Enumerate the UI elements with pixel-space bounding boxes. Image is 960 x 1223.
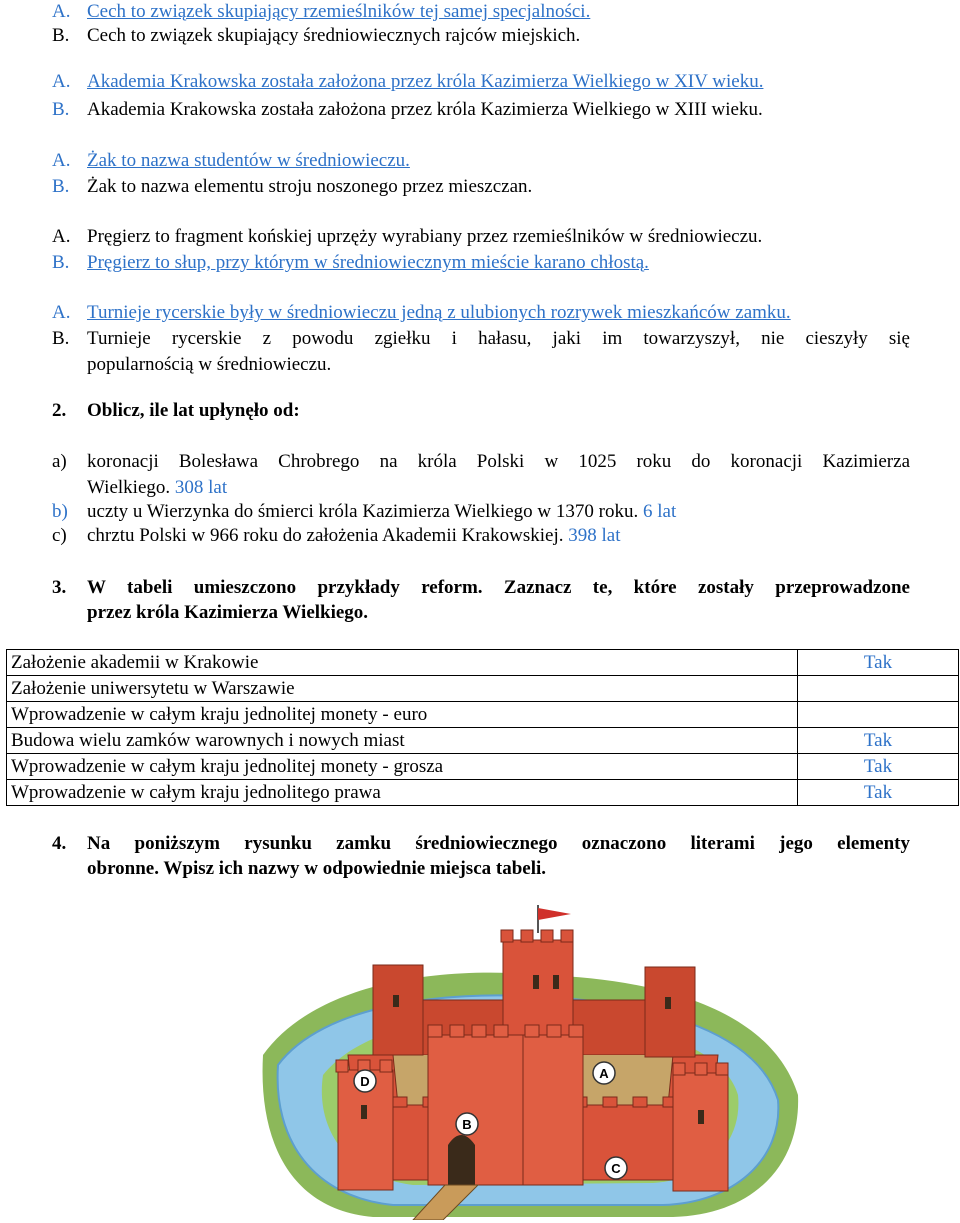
item-text: uczty u Wierzynka do śmierci króla Kazimierza Wielkiego w 1370 roku.	[87, 501, 639, 522]
reform-cell: Założenie akademii w Krakowie	[7, 650, 798, 676]
option-letter: B.	[52, 99, 70, 120]
option-b-selected: Pręgierz to słup, przy którym w średniowiecznym mieście karano chłostą.	[87, 252, 649, 273]
castle-label-b: B	[462, 1117, 472, 1132]
reform-cell: Wprowadzenie w całym kraju jednolitej monety - grosza	[7, 754, 798, 780]
answer-cell[interactable]: Tak	[798, 650, 959, 676]
label-b-marker	[456, 1113, 478, 1135]
option-letter: B.	[52, 328, 70, 349]
table-row	[7, 728, 959, 754]
question-number: 2.	[52, 400, 67, 421]
label-d-marker	[354, 1070, 376, 1092]
castle-label-d: D	[360, 1074, 370, 1089]
question-text-continued: przez króla Kazimierza Wielkiego.	[87, 602, 369, 623]
answer-text: 398 lat	[568, 525, 621, 546]
castle-label-c: C	[611, 1161, 621, 1176]
table-row	[7, 650, 959, 676]
option-b: Cech to związek skupiający średniowiecznych rajców miejskich.	[87, 25, 581, 46]
option-a-selected: Żak to nazwa studentów w średniowieczu.	[87, 150, 410, 171]
item-letter: b)	[52, 501, 68, 522]
item-text-continued: Wielkiego.	[87, 477, 171, 498]
option-letter: B.	[52, 176, 70, 197]
reform-cell: Budowa wielu zamków warownych i nowych miast	[7, 728, 798, 754]
reform-cell: Wprowadzenie w całym kraju jednolitej monety - euro	[7, 702, 798, 728]
table-row	[7, 754, 959, 780]
reform-cell: Wprowadzenie w całym kraju jednolitego prawa	[7, 780, 798, 806]
question-title: Oblicz, ile lat upłynęło od:	[87, 400, 300, 421]
question-text: W tabeli umieszczono przykłady reform. Zaznacz te, które zostały przeprowadzone	[87, 577, 910, 598]
option-letter: A.	[52, 1, 71, 22]
castle-label-a: A	[599, 1066, 609, 1081]
label-c-marker	[605, 1157, 627, 1179]
item-letter: c)	[52, 525, 67, 546]
option-letter: A.	[52, 71, 71, 92]
option-a-selected: Turnieje rycerskie były w średniowieczu jedną z ulubionych rozrywek mieszkańców zamku.	[87, 302, 791, 323]
reform-cell: Założenie uniwersytetu w Warszawie	[7, 676, 798, 702]
option-a-selected: Cech to związek skupiający rzemieślników tej samej specjalności.	[87, 1, 591, 22]
option-b: Turnieje rycerskie z powodu zgiełku i hałasu, jaki im towarzyszył, nie cieszyły się	[87, 328, 910, 349]
answer-text: 308 lat	[174, 477, 228, 498]
castle-illustration	[253, 905, 803, 1220]
option-letter: A.	[52, 226, 71, 247]
item-letter: a)	[52, 451, 67, 472]
answer-text: 6 lat	[642, 501, 677, 522]
question-text: Na poniższym rysunku zamku średniowiecznego oznaczono literami jego elementy	[87, 833, 910, 854]
answer-cell[interactable]	[798, 676, 959, 702]
option-b: Akademia Krakowska została założona przez króla Kazimierza Wielkiego w XIII wieku.	[87, 99, 763, 120]
answer-cell[interactable]: Tak	[798, 754, 959, 780]
table-row	[7, 780, 959, 806]
question-number: 3.	[52, 577, 67, 598]
option-letter: A.	[52, 150, 71, 171]
item-text: chrztu Polski w 966 roku do założenia Akademii Krakowskiej.	[87, 525, 564, 546]
option-b: Żak to nazwa elementu stroju noszonego przez mieszczan.	[87, 176, 533, 197]
option-b-continued: popularnością w średniowieczu.	[87, 354, 332, 375]
option-a: Pręgierz to fragment końskiej uprzęży wyrabiany przez rzemieślników w średniowieczu.	[87, 226, 763, 247]
question-number: 4.	[52, 833, 67, 854]
option-letter: B.	[52, 252, 70, 273]
label-a-marker	[593, 1062, 615, 1084]
table-row	[7, 676, 959, 702]
reforms-table	[6, 649, 959, 806]
table-row	[7, 702, 959, 728]
option-letter: A.	[52, 302, 71, 323]
item-text: koronacji Bolesława Chrobrego na króla Polski w 1025 roku do koronacji Kazimierza	[87, 451, 910, 472]
answer-cell[interactable]: Tak	[798, 780, 959, 806]
option-a-selected: Akademia Krakowska została założona przez króla Kazimierza Wielkiego w XIV wieku.	[87, 71, 764, 92]
answer-cell[interactable]: Tak	[798, 728, 959, 754]
option-letter: B.	[52, 25, 70, 46]
answer-cell[interactable]	[798, 702, 959, 728]
question-text-continued: obronne. Wpisz ich nazwy w odpowiednie miejsca tabeli.	[87, 858, 547, 879]
